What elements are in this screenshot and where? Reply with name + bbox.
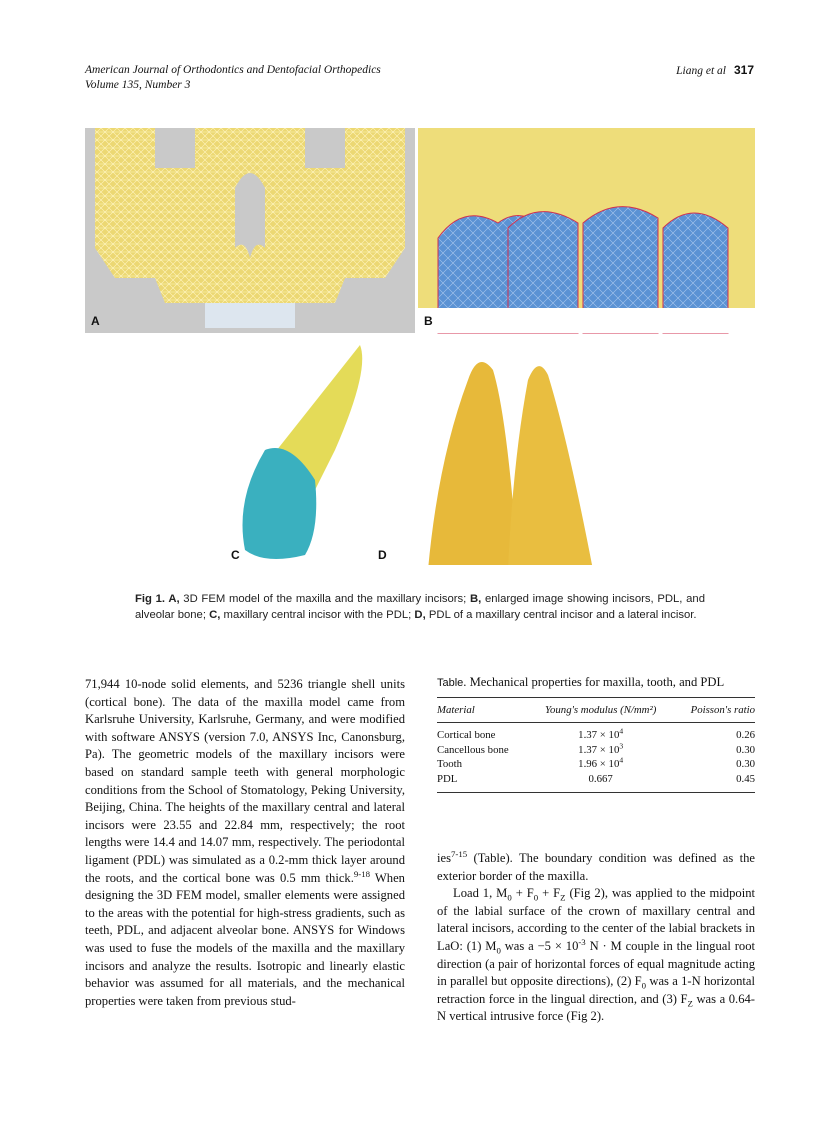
table-title: Table. Mechanical properties for maxilla, tooth, and PDL (437, 675, 725, 689)
running-header-left (85, 63, 381, 93)
cell-material: PDL (437, 772, 529, 793)
central-incisor-image (85, 340, 415, 578)
maxilla-mesh-image (85, 128, 415, 333)
cell-poisson: 0.45 (672, 772, 755, 793)
cell-modulus: $1.37 \times 10^3$ (578, 740, 624, 756)
figure-1 (85, 128, 755, 578)
panel-label-a: A (91, 314, 100, 328)
panel-label-b: B (424, 314, 433, 328)
table-label: Table (437, 677, 464, 689)
table-row (437, 723, 755, 743)
figure-caption: Fig 1. A, 3D FEM model of the maxilla and the maxillary incisors; B, enlarged image showing incisors, PDL, and alveolar bone; C, maxillary central incisor with the PDL; D, PDL of a maxillary central incisor and a lateral incisor. (135, 593, 705, 621)
cell-material: Cancellous bone (437, 743, 509, 756)
cell-modulus: $1.37 \times 10^4$ (578, 726, 624, 741)
pdl-mesh-image (418, 340, 755, 578)
table-row (437, 757, 755, 772)
paragraph: 71,944 10-node solid elements, and 5236 triangle shell units (cortical bone). The data of the maxilla model came from Karlsruhe University, Karlsruhe, Germany, and were modified with software ANSYS (version 7.0, ANSYS Inc, Canonsburg, Pa). The geometric models of the maxillary incisors were based on standard sample teeth with general morphologic conditions from the School of Stomatology, Peking University, Beijing, China. The heights of the maxillary central and lateral incisors were 23.55 and 22.84 mm, respectively; the root lengths were 14.4 and 14.07 mm, respectively. The periodontal ligament (PDL) was simulated as a 0.2-mm thick layer around the roots, and the cortical bone was 0.5 mm thick.$^{9-18}$ When designing the 3D FEM model, smaller elements were assigned to the areas with the potential for high-stress gradients, such as teeth, PDL, and adjacent alveolar bone. ANSYS for Windows was used to fuse the models of the maxilla and the maxillary incisors and analyze the results. Isotropic and linearly elastic behavior was assumed for all materials, and the mechanical properties were taken from previous stud- (85, 677, 405, 1008)
panel-a-maxilla-model (85, 128, 415, 333)
page-number: 317 (733, 63, 754, 77)
cell-modulus: 0.667 (529, 772, 672, 793)
panel-b-incisors-pdl (418, 128, 755, 333)
mechanical-properties-table (437, 674, 755, 793)
left-column-text (85, 676, 405, 1010)
cell-modulus: $1.96 \times 10^4$ (578, 755, 624, 770)
panel-c-central-incisor (85, 340, 415, 578)
panel-label-d: D (378, 548, 387, 562)
cell-poisson: 0.26 (736, 729, 755, 741)
table-row (437, 772, 755, 793)
journal-volume: Volume 135, Number 3 (85, 79, 191, 91)
paragraph: Load 1, $M_0 + F_0 + F_Z$ (Fig 2), was applied to the midpoint of the labial surface of the crown of maxillary central and lateral incisors, according to the center of the labial brackets in LaO: (1) $M_0$ was $a -5 \times 10^{-3}$ N · M couple in the lingual root direction (a pair of horizontal forces of equal magnitude acting in parallel but opposite directions), (2) $F_0$ was a 1-N horizontal retraction force in the lingual direction, and (3) $F_Z$ was a 0.64-N vertical intrusive force (Fig 2). (437, 886, 755, 1024)
right-column-text (437, 850, 755, 1026)
column-header-material: Material (437, 698, 529, 723)
cell-material: Tooth (437, 758, 463, 770)
panel-d-pdl (378, 340, 755, 578)
authors: Liang et al (676, 65, 726, 77)
running-header-right (676, 63, 754, 79)
column-header-modulus: Young's modulus (N/mm²) (529, 698, 672, 723)
paragraph: ies$^{7-15}$ (Table). The boundary condition was defined as the exterior border of the maxilla. (437, 848, 755, 883)
cell-poisson: 0.30 (736, 758, 755, 770)
cell-material: Cortical bone (437, 729, 496, 741)
cell-poisson: 0.30 (736, 743, 755, 756)
column-header-poisson: Poisson's ratio (672, 698, 755, 723)
journal-name: American Journal of Orthodontics and Dentofacial Orthopedics (85, 64, 381, 76)
panel-label-c: C (231, 548, 240, 562)
table-row (437, 743, 755, 758)
incisors-mesh-image (418, 128, 755, 333)
